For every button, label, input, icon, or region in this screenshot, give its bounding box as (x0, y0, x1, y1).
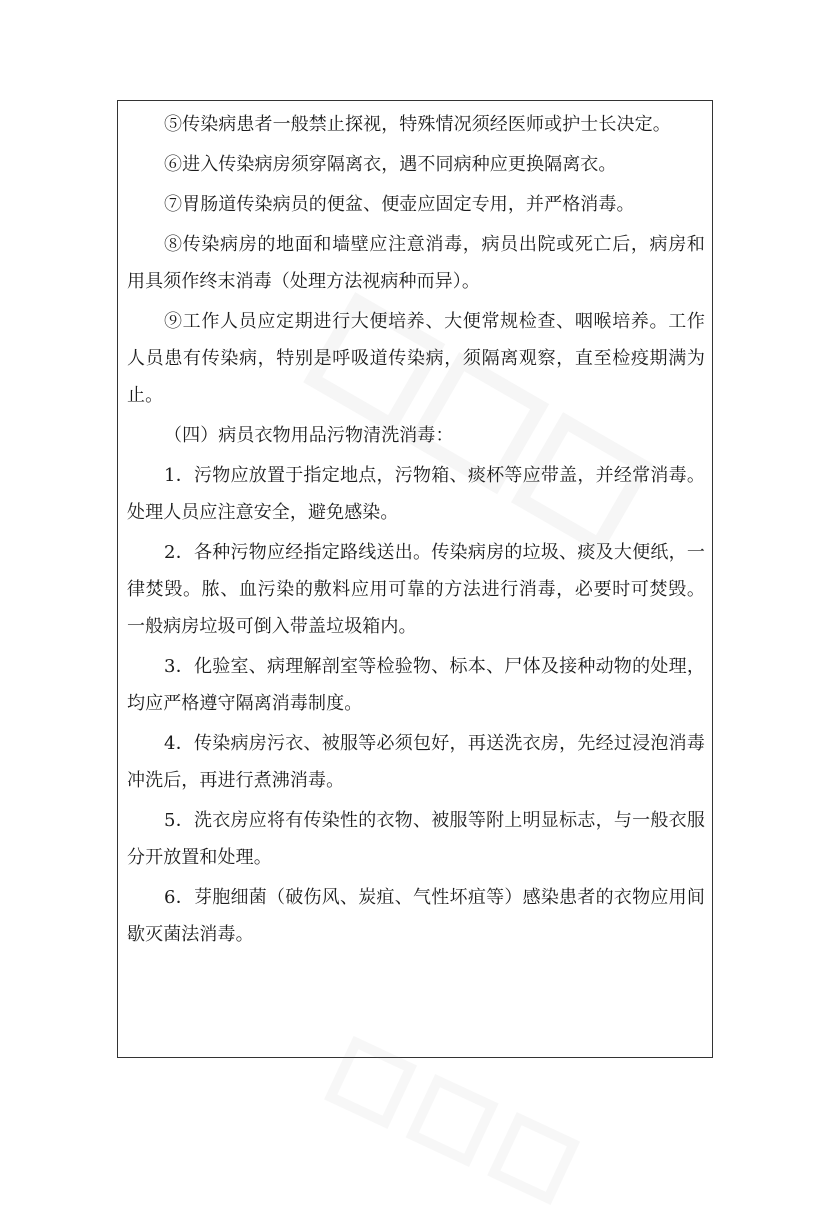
paragraph-numbered-4: 4．传染病房污衣、被服等必须包好，再送洗衣房，先经过浸泡消毒冲洗后，再进行煮沸消毒。 (127, 733, 705, 791)
paragraph-numbered-6: 6．芽胞细菌（破伤风、炭疽、气性坏疽等）感染患者的衣物应用间歇灭菌法消毒。 (127, 887, 705, 945)
paragraph-item-9: ⑨工作人员应定期进行大便培养、大便常规检查、咽喉培养。工作人员患有传染病，特别是呼吸道传染病，须隔离观察，直至检疫期满为止。 (127, 311, 705, 406)
paragraph-item-8: ⑧传染病房的地面和墙壁应注意消毒，病员出院或死亡后，病房和用具须作终末消毒（处理方法视病种而异）。 (127, 234, 705, 292)
paragraph-item-5: ⑤传染病患者一般禁止探视，特殊情况须经医师或护士长决定。 (164, 114, 671, 135)
paragraph-numbered-1: 1．污物应放置于指定地点，污物箱、痰杯等应带盖，并经常消毒。处理人员应注意安全，避免感染。 (127, 465, 705, 523)
section-heading-4: （四）病员衣物用品污物清洗消毒： (164, 425, 454, 446)
paragraph-item-7: ⑦胃肠道传染病员的便盆、便壶应固定专用，并严格消毒。 (164, 194, 635, 215)
paragraph-numbered-2: 2．各种污物应经指定路线送出。传染病房的垃圾、痰及大便纸，一律焚毁。脓、血污染的敷料应用可靠的方法进行消毒，必要时可焚毁。一般病房垃圾可倒入带盖垃圾箱内。 (127, 542, 705, 637)
paragraph-item-6: ⑥进入传染病房须穿隔离衣，遇不同病种应更换隔离衣。 (164, 154, 617, 175)
paragraph-numbered-5: 5．洗衣房应将有传染性的衣物、被服等附上明显标志，与一般衣服分开放置和处理。 (127, 810, 705, 868)
document-body (127, 106, 705, 956)
paragraph-numbered-3: 3．化验室、病理解剖室等检验物、标本、尸体及接种动物的处理，均应严格遵守隔离消毒制度。 (127, 656, 705, 714)
